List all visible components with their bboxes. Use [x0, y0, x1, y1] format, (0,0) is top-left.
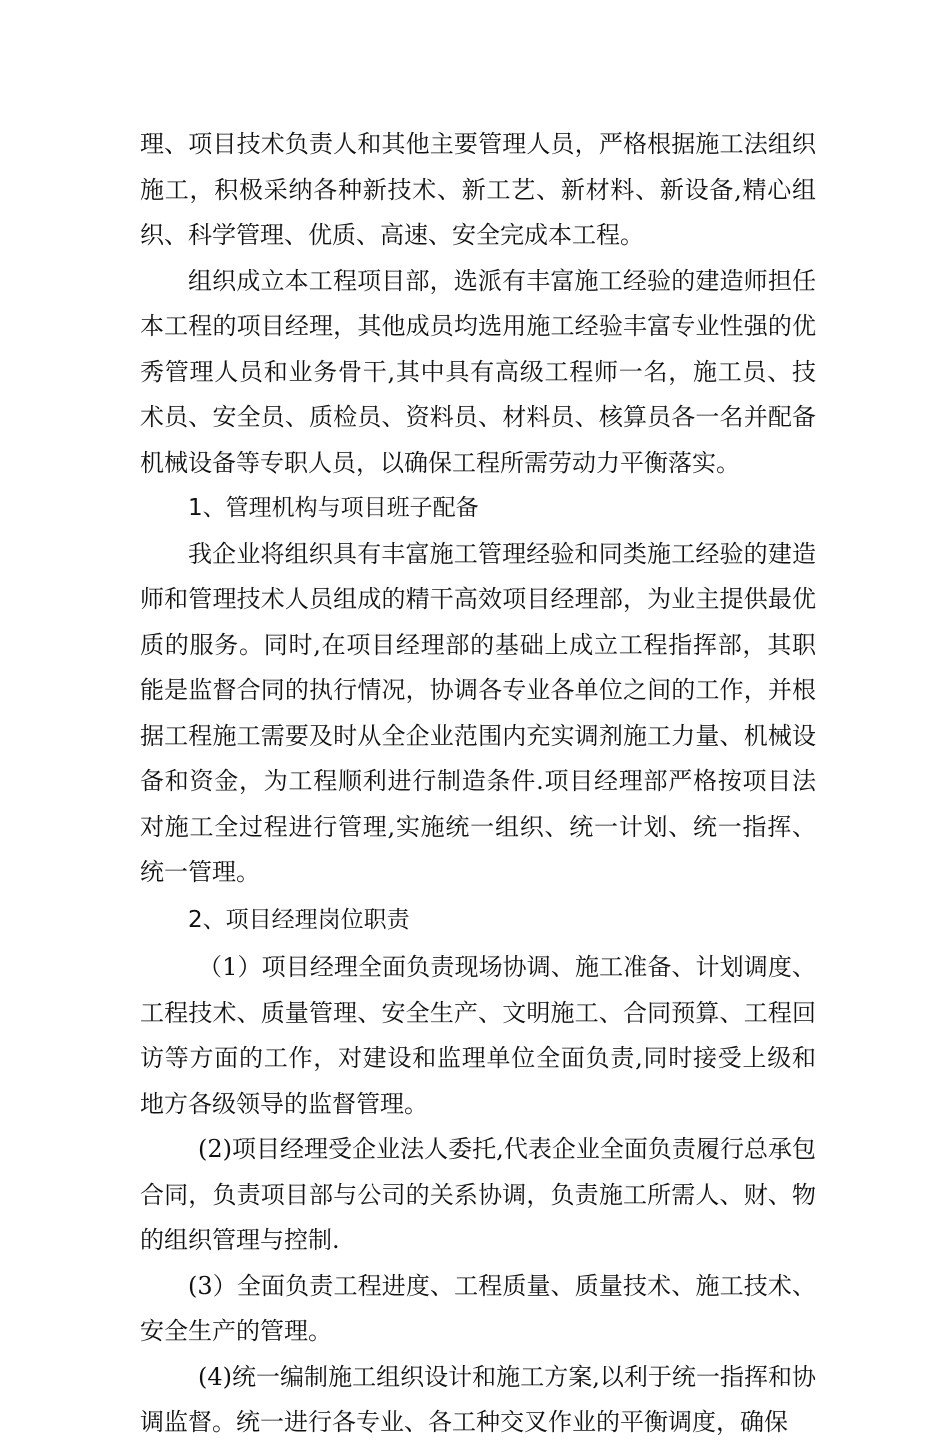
paragraph-management-structure: 我企业将组织具有丰富施工管理经验和同类施工经验的建造师和管理技术人员组成的精干高效项目经理部，为业主提供最优质的服务。同时,在项目经理部的基础上成立工程指挥部，其职能是监督合同的执行情况，协调各专业各单位之间的工作，并根据工程施工需要及时从全企业范围内充实调剂施工力量、机械设备和资金，为工程顺利进行制造条件.项目经理部严格按项目法对施工全过程进行管理,实施统一组织、统一计划、统一指挥、统一管理。 — [140, 539, 816, 886]
section-heading-manager-duties: 2、项目经理岗位职责 — [188, 906, 410, 933]
paragraph-project-department: 组织成立本工程项目部，选派有丰富施工经验的建造师担任本工程的项目经理，其他成员均选用施工经验丰富专业性强的优秀管理人员和业务骨干,其中具有高级工程师一名，施工员、技术员、安全员、质检员、资料员、材料员、核算员各一名并配备机械设备等专职人员，以确保工程所需劳动力平衡落实。 — [140, 266, 816, 477]
paragraph-duty-1: （1）项目经理全面负责现场协调、施工准备、计划调度、工程技术、质量管理、安全生产、文明施工、合同预算、工程回访等方面的工作，对建设和监理单位全面负责,同时接受上级和地方各级领导的监督管理。 — [140, 953, 816, 1118]
paragraph-continuation: 理、项目技术负责人和其他主要管理人员，严格根据施工法组织施工，积极采纳各种新技术、新工艺、新材料、新设备,精心组织、科学管理、优质、高速、安全完成本工程。 — [140, 130, 816, 249]
paragraph-duty-4: (4)统一编制施工组织设计和施工方案,以利于统一指挥和协调监督。统一进行各专业、各工种交叉作业的平衡调度，确保 — [140, 1362, 816, 1436]
paragraph-duty-2: (2)项目经理受企业法人委托,代表企业全面负责履行总承包合同，负责项目部与公司的关系协调，负责施工所需人、财、物的组织管理与控制. — [140, 1135, 816, 1254]
paragraph-duty-3: (3）全面负责工程进度、工程质量、质量技术、施工技术、安全生产的管理。 — [140, 1271, 816, 1345]
section-heading-management-structure: 1、管理机构与项目班子配备 — [188, 495, 479, 521]
document-body — [140, 122, 816, 1446]
